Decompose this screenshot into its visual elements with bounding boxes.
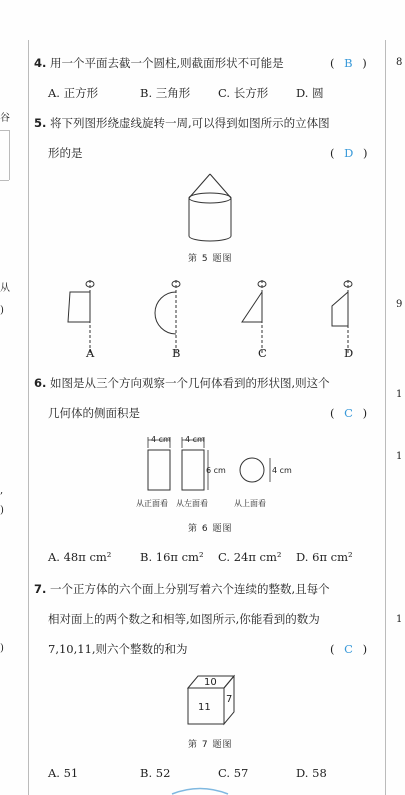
bracket-close: ) [362, 642, 368, 656]
question-text-line2: 几何体的侧面积是 [48, 406, 140, 420]
margin-left-fragment: ) [0, 305, 4, 316]
right-column-border [385, 40, 386, 795]
option-b: B. 52 [140, 766, 171, 780]
option-label-c: C [258, 346, 267, 360]
left-margin-box-bottom [0, 180, 9, 181]
answer-text: B [344, 56, 353, 70]
answer-bracket [330, 406, 367, 420]
bracket-close: ) [362, 56, 367, 70]
question-text-line2: 相对面上的两个数之和相等,如图所示,你能看到的数为 [48, 612, 320, 626]
option-a: A. 51 [48, 766, 79, 780]
question-number: 6. [34, 376, 47, 390]
answer-text: D [344, 146, 354, 160]
bracket-open: ( [330, 642, 335, 656]
answer-bracket [330, 56, 367, 70]
cube-figure [184, 672, 244, 732]
question-number: 4. [34, 56, 47, 70]
option-label-a: A [86, 346, 95, 360]
front-view-label: 从正面看 [136, 499, 168, 508]
option-c: C. 长方形 [218, 86, 269, 100]
option-c: C. 57 [218, 766, 249, 780]
option-b-shape [146, 278, 196, 353]
margin-left-fragment: 从 [0, 283, 10, 294]
margin-right-fragment: 1 [396, 614, 403, 625]
cube-side-number: 7 [226, 694, 233, 705]
option-c-shape [232, 278, 282, 353]
cone-cylinder-figure [180, 172, 240, 252]
figure-caption: 第 6 题图 [188, 524, 233, 534]
option-label-b: B [172, 346, 181, 360]
bracket-close: ) [362, 406, 368, 420]
margin-right-fragment: 1 [396, 451, 403, 462]
cube-top-number: 10 [204, 677, 217, 688]
front-width-label: 4 cm [151, 435, 171, 444]
margin-right-fragment: 1 [396, 389, 403, 400]
margin-left-fragment: ) [0, 505, 4, 516]
bracket-close: ) [363, 146, 368, 160]
bracket-open: ( [330, 56, 335, 70]
option-b: B. 16π cm² [140, 550, 204, 564]
left-margin-box-side [9, 130, 10, 180]
option-b: B. 三角形 [140, 86, 191, 100]
option-a: A. 48π cm² [48, 550, 112, 564]
option-d: D. 圆 [296, 86, 324, 100]
left-view-label: 从左面看 [176, 499, 208, 508]
bottom-decoration [170, 785, 230, 795]
option-a-shape [60, 278, 110, 353]
answer-text: C [344, 406, 353, 420]
option-d: D. 58 [296, 766, 327, 780]
left-margin-box [0, 130, 9, 131]
question-text-line3: 7,10,11,则六个整数的和为 [48, 642, 188, 656]
margin-left-fragment: ) [0, 643, 4, 654]
question-5 [34, 116, 330, 130]
question-text: 将下列图形绕虚线旋转一周,可以得到如图所示的立体图 [50, 116, 330, 130]
question-7 [34, 582, 330, 596]
bracket-open: ( [330, 406, 335, 420]
answer-text: C [344, 642, 353, 656]
question-text: 如图是从三个方向观察一个几何体看到的形状图,则这个 [50, 376, 330, 390]
margin-left-fragment: 谷 [0, 113, 10, 124]
figure-caption: 第 7 题图 [188, 740, 233, 750]
option-label-d: D [344, 346, 354, 360]
question-4 [34, 56, 284, 70]
question-6 [34, 376, 330, 390]
question-number: 7. [34, 582, 47, 596]
question-text: 用一个平面去截一个圆柱,则截面形状不可能是 [50, 56, 284, 70]
question-text-line2: 形的是 [48, 146, 83, 160]
three-views-figure [136, 434, 300, 514]
question-text: 一个正方体的六个面上分别写着六个连续的整数,且每个 [50, 582, 330, 596]
option-d-shape [318, 278, 368, 353]
margin-right-fragment: 8 [396, 57, 403, 68]
left-width-label: 4 cm [185, 435, 205, 444]
option-d: D. 6π cm² [296, 550, 353, 564]
option-a: A. 正方形 [48, 86, 99, 100]
margin-left-fragment: , [0, 485, 4, 496]
margin-right-fragment: 9 [396, 299, 403, 310]
bracket-open: ( [330, 146, 335, 160]
circle-diameter-label: 4 cm [272, 466, 292, 475]
left-column-border [28, 40, 29, 795]
answer-bracket [330, 642, 367, 656]
figure-caption: 第 5 题图 [188, 254, 233, 264]
option-c: C. 24π cm² [218, 550, 282, 564]
height-label: 6 cm [206, 466, 226, 475]
answer-bracket [330, 146, 368, 160]
cube-front-number: 11 [198, 702, 211, 713]
question-number: 5. [34, 116, 47, 130]
top-view-label: 从上面看 [234, 499, 266, 508]
